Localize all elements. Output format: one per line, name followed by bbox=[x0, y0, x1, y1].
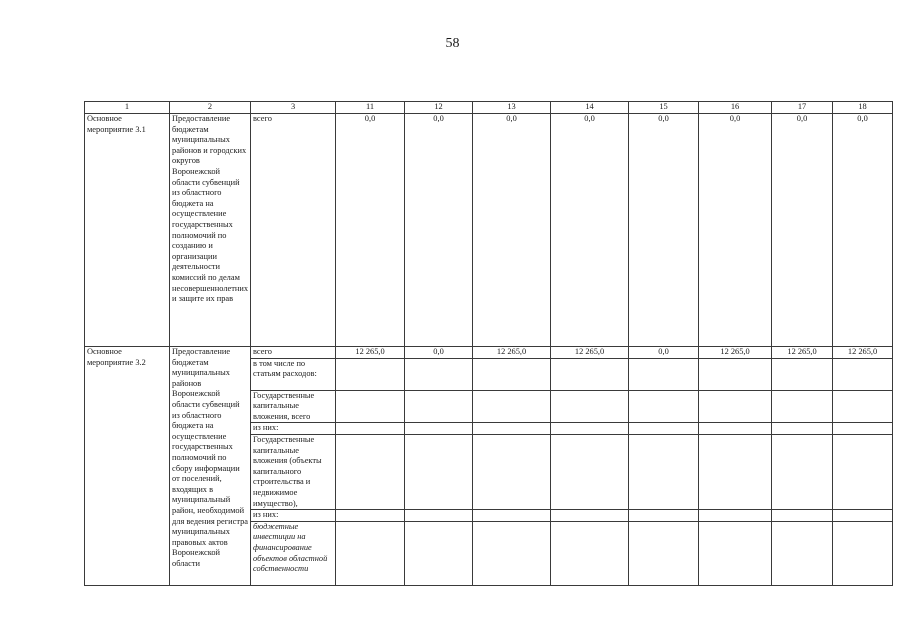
expense-category: бюджетные инвестиции на финансирование объектов областной собственности bbox=[251, 521, 336, 585]
value-cell bbox=[551, 390, 629, 423]
budget-table bbox=[84, 101, 893, 586]
value-cell: 0,0 bbox=[629, 114, 699, 347]
value-cell bbox=[473, 510, 551, 522]
value-cell bbox=[336, 434, 405, 509]
activity-name: Основное мероприятие 3.1 bbox=[85, 114, 170, 347]
col-header-3: 3 bbox=[251, 102, 336, 114]
value-cell bbox=[551, 510, 629, 522]
value-cell bbox=[551, 423, 629, 435]
expense-category: из них: bbox=[251, 423, 336, 435]
value-cell: 0,0 bbox=[473, 114, 551, 347]
value-cell bbox=[405, 521, 473, 585]
value-cell bbox=[473, 423, 551, 435]
value-cell: 0,0 bbox=[405, 347, 473, 359]
value-cell bbox=[833, 434, 893, 509]
value-cell bbox=[629, 521, 699, 585]
value-cell: 12 265,0 bbox=[833, 347, 893, 359]
value-cell bbox=[772, 434, 833, 509]
value-cell bbox=[772, 390, 833, 423]
value-cell bbox=[833, 423, 893, 435]
value-cell bbox=[772, 510, 833, 522]
expense-category: всего bbox=[251, 114, 336, 347]
value-cell: 0,0 bbox=[405, 114, 473, 347]
value-cell bbox=[772, 423, 833, 435]
col-header-1: 1 bbox=[85, 102, 170, 114]
value-cell bbox=[551, 521, 629, 585]
value-cell bbox=[405, 423, 473, 435]
value-cell bbox=[405, 510, 473, 522]
value-cell bbox=[629, 390, 699, 423]
header-row bbox=[85, 102, 893, 114]
value-cell bbox=[336, 521, 405, 585]
value-cell bbox=[699, 510, 772, 522]
value-cell bbox=[772, 358, 833, 390]
col-header-15: 15 bbox=[629, 102, 699, 114]
value-cell bbox=[629, 434, 699, 509]
value-cell bbox=[336, 423, 405, 435]
col-header-16: 16 bbox=[699, 102, 772, 114]
value-cell bbox=[473, 358, 551, 390]
value-cell: 0,0 bbox=[833, 114, 893, 347]
expense-category: Государственные капитальные вложения (объекты капитального строительства и недвижимое имущество), bbox=[251, 434, 336, 509]
expense-category: Государственные капитальные вложения, всего bbox=[251, 390, 336, 423]
value-cell bbox=[473, 521, 551, 585]
expense-category: в том числе по статьям расходов: bbox=[251, 358, 336, 390]
value-cell bbox=[629, 358, 699, 390]
activity-name: Основное мероприятие 3.2 bbox=[85, 347, 170, 586]
value-cell bbox=[699, 434, 772, 509]
col-header-18: 18 bbox=[833, 102, 893, 114]
value-cell bbox=[405, 434, 473, 509]
table-row bbox=[85, 114, 893, 347]
col-header-17: 17 bbox=[772, 102, 833, 114]
value-cell: 0,0 bbox=[772, 114, 833, 347]
table-row bbox=[85, 347, 893, 359]
value-cell bbox=[699, 358, 772, 390]
value-cell bbox=[473, 390, 551, 423]
col-header-13: 13 bbox=[473, 102, 551, 114]
value-cell bbox=[699, 521, 772, 585]
page-number: 58 bbox=[445, 36, 460, 51]
value-cell bbox=[336, 390, 405, 423]
value-cell bbox=[551, 434, 629, 509]
col-header-2: 2 bbox=[170, 102, 251, 114]
value-cell bbox=[772, 521, 833, 585]
col-header-12: 12 bbox=[405, 102, 473, 114]
value-cell bbox=[336, 358, 405, 390]
value-cell: 0,0 bbox=[629, 347, 699, 359]
value-cell bbox=[405, 358, 473, 390]
value-cell: 12 265,0 bbox=[336, 347, 405, 359]
value-cell: 12 265,0 bbox=[551, 347, 629, 359]
value-cell: 0,0 bbox=[699, 114, 772, 347]
value-cell: 0,0 bbox=[551, 114, 629, 347]
expense-category: всего bbox=[251, 347, 336, 359]
value-cell bbox=[699, 390, 772, 423]
value-cell bbox=[405, 390, 473, 423]
value-cell bbox=[833, 510, 893, 522]
value-cell bbox=[551, 358, 629, 390]
value-cell bbox=[699, 423, 772, 435]
value-cell: 12 265,0 bbox=[473, 347, 551, 359]
value-cell bbox=[833, 390, 893, 423]
value-cell bbox=[833, 358, 893, 390]
expense-category: из них: bbox=[251, 510, 336, 522]
value-cell bbox=[833, 521, 893, 585]
col-header-14: 14 bbox=[551, 102, 629, 114]
value-cell bbox=[473, 434, 551, 509]
activity-description: Предоставление бюджетам муниципальных районов Воронежской области субвенций из областного бюджета на осуществление государственных полномочий по сбору информации от поселений, входящих в муниципальный район, необходимой для ведения регистра муниципальных правовых актов Воронежской области bbox=[170, 347, 251, 586]
col-header-11: 11 bbox=[336, 102, 405, 114]
value-cell: 12 265,0 bbox=[772, 347, 833, 359]
value-cell bbox=[629, 510, 699, 522]
value-cell: 0,0 bbox=[336, 114, 405, 347]
activity-description: Предоставление бюджетам муниципальных районов и городских округов Воронежской области субвенций из областного бюджета на осуществление государственных полномочий по созданию и организации деятельности комиссий по делам несовершеннолетних и защите их прав bbox=[170, 114, 251, 347]
value-cell bbox=[629, 423, 699, 435]
value-cell bbox=[336, 510, 405, 522]
value-cell: 12 265,0 bbox=[699, 347, 772, 359]
